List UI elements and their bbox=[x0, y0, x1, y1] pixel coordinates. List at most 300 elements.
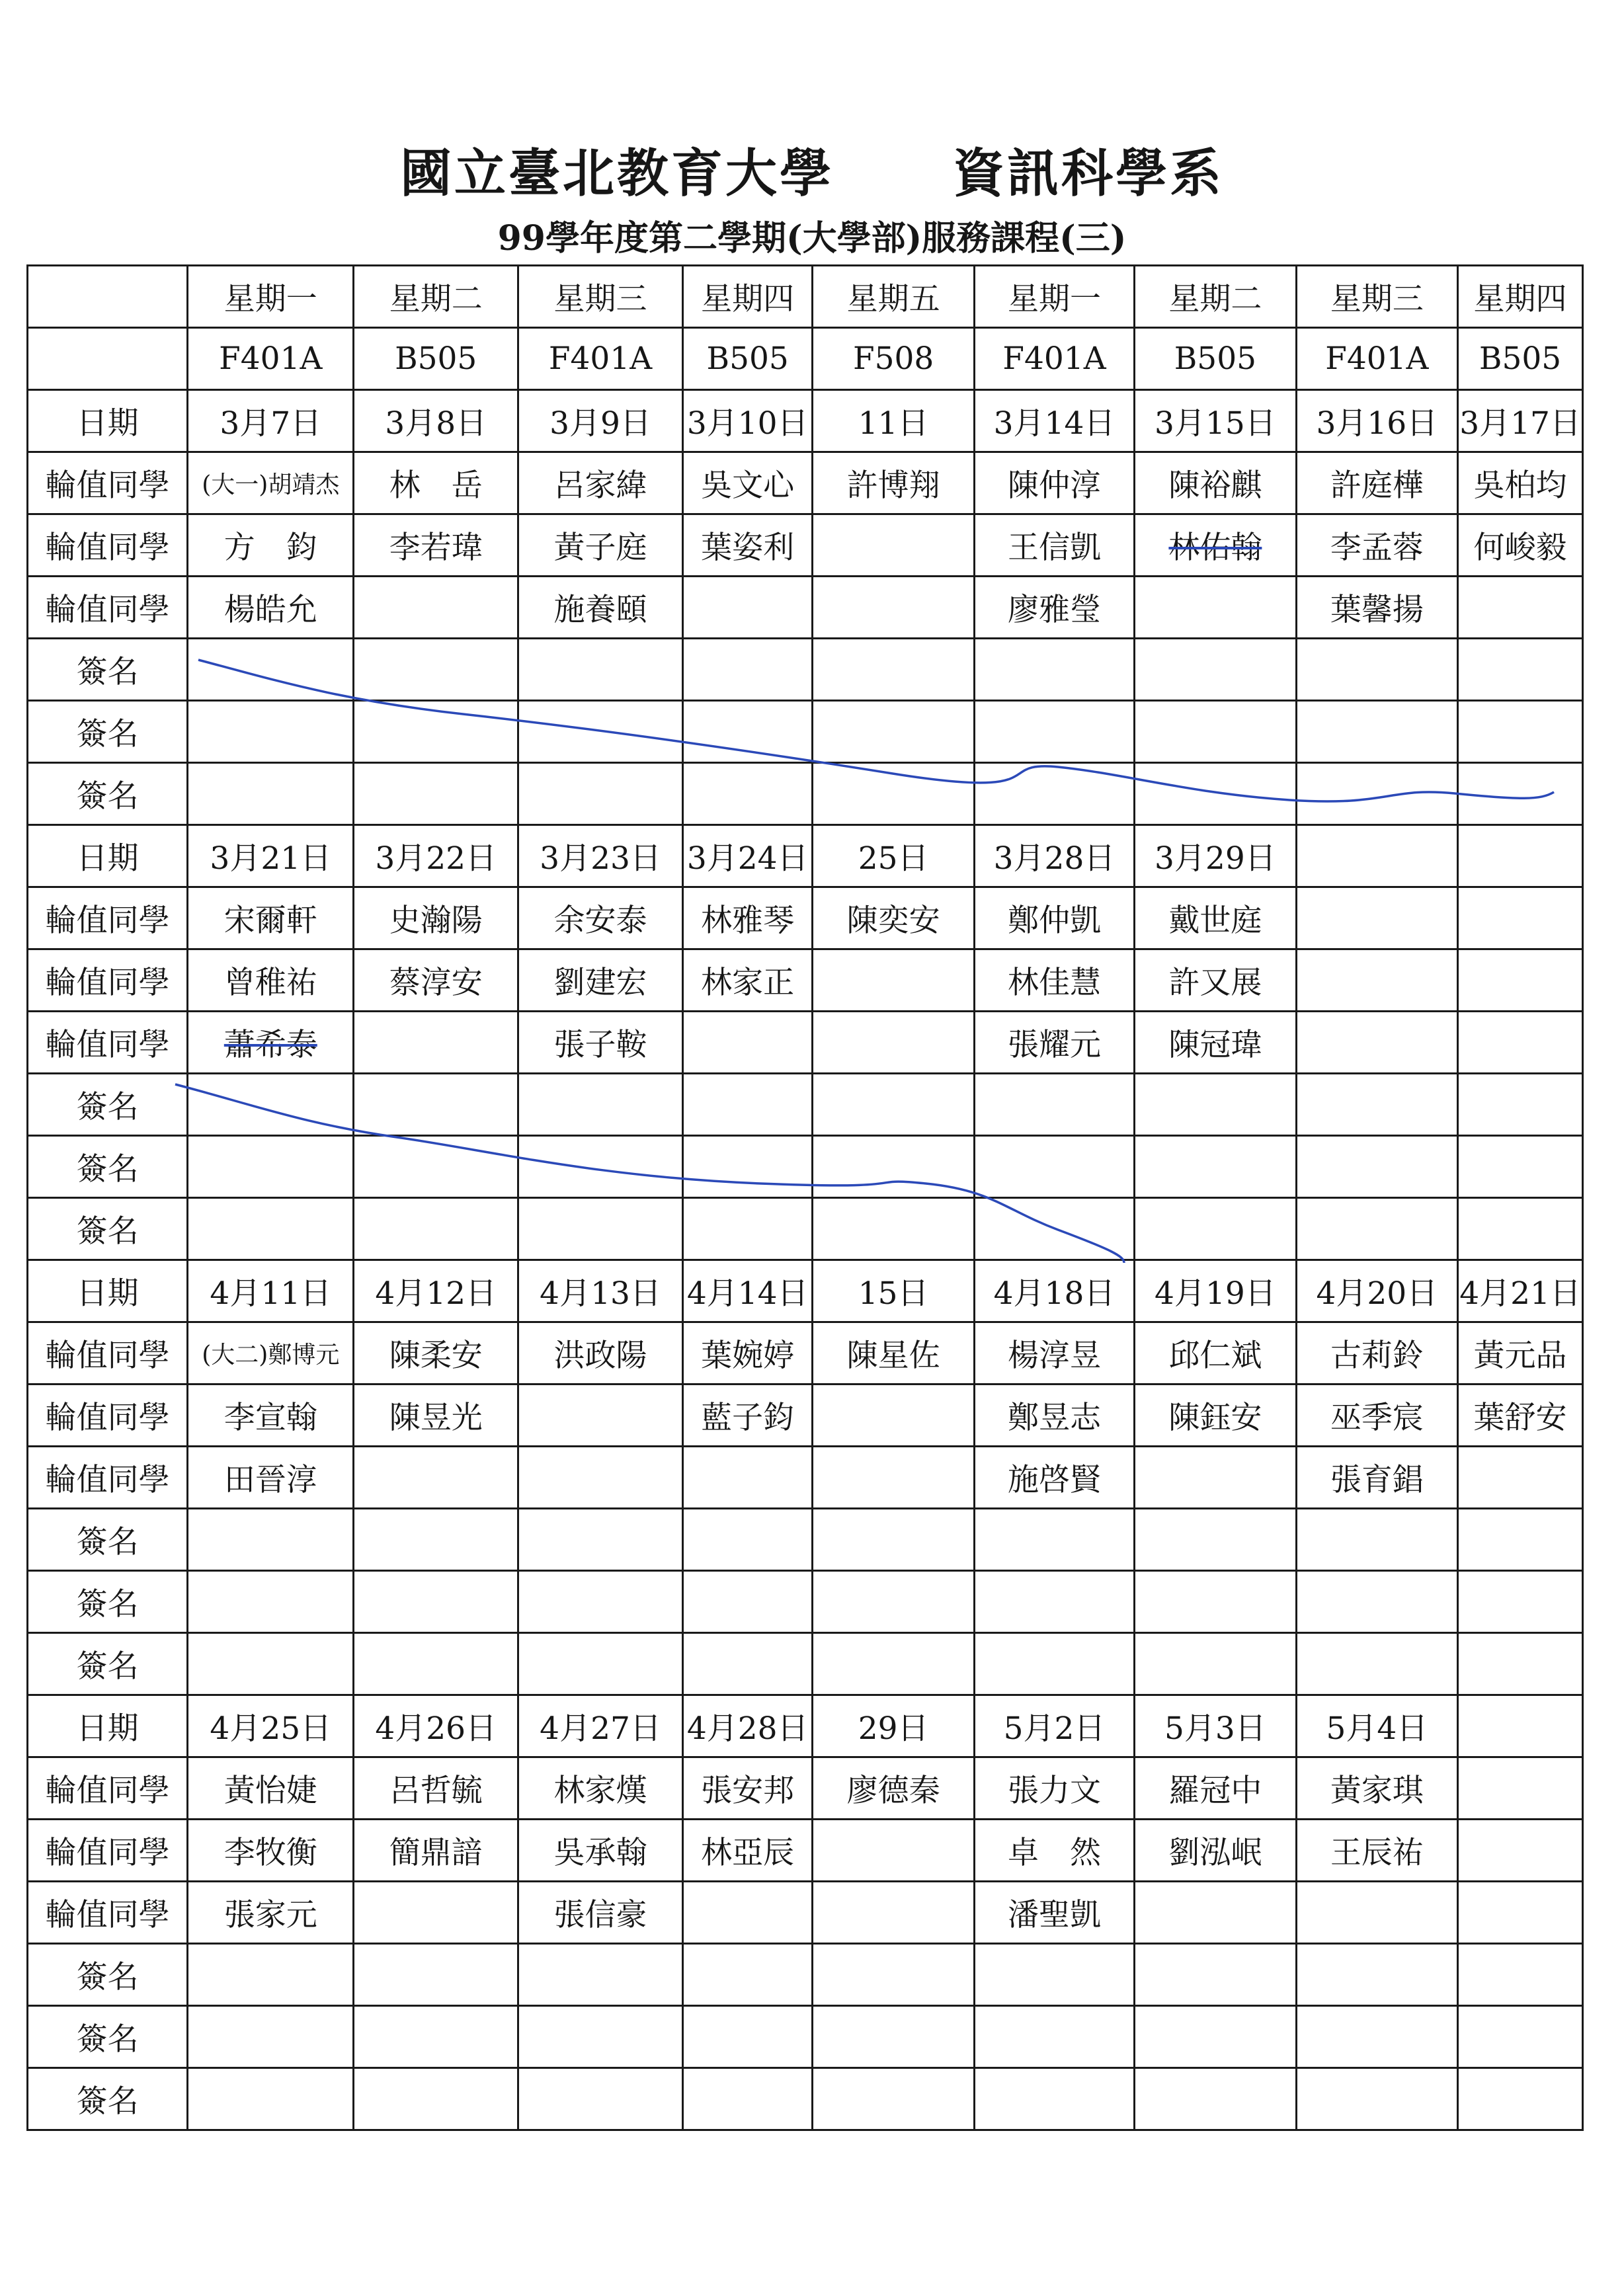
student-name-cell bbox=[1135, 887, 1296, 949]
duty-row bbox=[28, 1882, 1583, 1944]
signature-cell bbox=[188, 1136, 354, 1198]
signature-label bbox=[28, 1944, 188, 2006]
student-name-cell-text: 黃家琪 bbox=[1330, 1773, 1424, 1809]
date-cell-text: 3月28日 bbox=[993, 840, 1116, 877]
duty-row bbox=[28, 1322, 1583, 1384]
signature-label bbox=[28, 1074, 188, 1136]
signature-cell bbox=[1296, 701, 1457, 763]
date-cell bbox=[1135, 1260, 1296, 1322]
student-name-cell-text: 張力文 bbox=[1008, 1773, 1102, 1809]
signature-cell bbox=[813, 1571, 974, 1633]
weekday-cell bbox=[1296, 266, 1457, 328]
date-label bbox=[28, 1260, 188, 1322]
signature-cell bbox=[518, 1509, 683, 1571]
weekday-cell-text: 星期四 bbox=[1473, 281, 1567, 317]
signature-cell bbox=[354, 1074, 518, 1136]
date-cell bbox=[974, 1695, 1134, 1757]
date-cell bbox=[518, 390, 683, 452]
student-name-cell bbox=[1135, 577, 1296, 639]
student-name-cell bbox=[682, 1012, 812, 1074]
student-name-cell-text: 羅冠中 bbox=[1168, 1773, 1262, 1809]
student-name-cell-text: 陳昱光 bbox=[389, 1400, 483, 1436]
signature-row bbox=[28, 763, 1583, 825]
date-cell-text: 4月18日 bbox=[993, 1275, 1116, 1312]
date-cell-text: 4月19日 bbox=[1155, 1275, 1276, 1312]
student-name-cell-text: 李若瑋 bbox=[389, 530, 483, 566]
signature-row bbox=[28, 701, 1583, 763]
date-cell bbox=[813, 390, 974, 452]
student-name-cell bbox=[1458, 1882, 1583, 1944]
date-cell bbox=[1458, 390, 1583, 452]
signature-cell bbox=[518, 1944, 683, 2006]
date-cell bbox=[682, 390, 812, 452]
duty-label bbox=[28, 514, 188, 577]
date-cell bbox=[974, 1260, 1134, 1322]
student-name-cell-text: 林佳慧 bbox=[1008, 965, 1102, 1001]
signature-label-text: 簽名 bbox=[76, 1089, 139, 1125]
duty-row bbox=[28, 949, 1583, 1012]
student-name-cell-text: 田晉淳 bbox=[223, 1462, 317, 1498]
signature-cell bbox=[682, 639, 812, 701]
signature-row bbox=[28, 1633, 1583, 1695]
student-name-cell bbox=[1458, 577, 1583, 639]
duty-row bbox=[28, 887, 1583, 949]
student-name-cell bbox=[974, 1820, 1134, 1882]
student-name-cell-text: 呂家緯 bbox=[553, 467, 647, 504]
weekday-cell-text: 星期一 bbox=[1008, 281, 1102, 317]
signature-label-text: 簽名 bbox=[76, 1648, 139, 1685]
signature-label-text: 簽名 bbox=[76, 654, 139, 690]
student-name-cell bbox=[354, 577, 518, 639]
student-name-cell bbox=[974, 887, 1134, 949]
signature-cell bbox=[1135, 2068, 1296, 2130]
signature-cell bbox=[813, 639, 974, 701]
signature-cell bbox=[518, 1198, 683, 1260]
student-name-cell bbox=[974, 452, 1134, 514]
date-cell bbox=[1135, 1695, 1296, 1757]
signature-label-text: 簽名 bbox=[76, 778, 139, 815]
signature-cell bbox=[1458, 2006, 1583, 2068]
student-name-cell bbox=[354, 1012, 518, 1074]
student-name-cell-text: 陳星佐 bbox=[846, 1338, 940, 1374]
date-cell-text: 4月25日 bbox=[210, 1710, 332, 1747]
date-cell bbox=[354, 1260, 518, 1322]
date-label bbox=[28, 1695, 188, 1757]
student-name-cell bbox=[1135, 1384, 1296, 1447]
signature-row bbox=[28, 1944, 1583, 2006]
signature-label bbox=[28, 1571, 188, 1633]
student-name-cell bbox=[188, 577, 354, 639]
signature-cell bbox=[188, 1944, 354, 2006]
duty-row bbox=[28, 1757, 1583, 1820]
date-cell bbox=[682, 1260, 812, 1322]
student-name-cell-text: 陳冠瑋 bbox=[1168, 1027, 1262, 1063]
date-cell-text: 3月10日 bbox=[686, 405, 809, 442]
date-label-text: 日期 bbox=[76, 1710, 139, 1747]
student-name-cell-text: 王辰祐 bbox=[1330, 1835, 1424, 1871]
student-name-cell-text: 鄭仲凱 bbox=[1008, 903, 1102, 939]
signature-cell bbox=[974, 1944, 1134, 2006]
student-name-cell-text: 陳裕麒 bbox=[1168, 467, 1262, 504]
student-name-cell bbox=[1135, 452, 1296, 514]
room-cell-text: B505 bbox=[706, 341, 789, 377]
signature-cell bbox=[188, 2068, 354, 2130]
student-name-cell bbox=[188, 514, 354, 577]
signature-cell bbox=[1135, 763, 1296, 825]
student-name-cell bbox=[354, 1447, 518, 1509]
date-cell-text: 4月12日 bbox=[375, 1275, 497, 1312]
date-cell bbox=[518, 1695, 683, 1757]
student-name-cell-text: 陳奕安 bbox=[846, 903, 940, 939]
signature-cell bbox=[1458, 1198, 1583, 1260]
student-name-cell-text: 張安邦 bbox=[701, 1773, 795, 1809]
signature-label-text: 簽名 bbox=[76, 2021, 139, 2058]
date-cell bbox=[974, 390, 1134, 452]
date-label bbox=[28, 390, 188, 452]
student-name-cell bbox=[188, 1384, 354, 1447]
signature-cell bbox=[974, 1198, 1134, 1260]
signature-cell bbox=[188, 701, 354, 763]
corner-cell bbox=[28, 266, 188, 328]
student-name-cell bbox=[1458, 949, 1583, 1012]
signature-label bbox=[28, 1136, 188, 1198]
duty-label bbox=[28, 887, 188, 949]
signature-cell bbox=[813, 701, 974, 763]
student-name-cell-text: 林雅琴 bbox=[701, 903, 795, 939]
signature-cell bbox=[813, 2006, 974, 2068]
duty-row bbox=[28, 1447, 1583, 1509]
student-name-cell-text: 楊皓允 bbox=[223, 592, 317, 628]
signature-cell bbox=[682, 701, 812, 763]
signature-cell bbox=[974, 1136, 1134, 1198]
student-name-cell-text: 黃子庭 bbox=[553, 530, 647, 566]
date-cell-text: 25日 bbox=[858, 840, 929, 877]
date-cell-text: 4月13日 bbox=[540, 1275, 661, 1312]
date-label-text: 日期 bbox=[76, 1275, 139, 1312]
signature-cell bbox=[682, 1198, 812, 1260]
signature-cell bbox=[354, 1633, 518, 1695]
student-name-cell bbox=[518, 514, 683, 577]
student-name-cell bbox=[813, 577, 974, 639]
date-cell bbox=[1296, 390, 1457, 452]
duty-label bbox=[28, 577, 188, 639]
date-cell-text: 29日 bbox=[858, 1710, 929, 1747]
signature-cell bbox=[974, 639, 1134, 701]
student-name-cell bbox=[1296, 887, 1457, 949]
student-name-cell bbox=[1458, 1012, 1583, 1074]
duty-label bbox=[28, 1820, 188, 1882]
signature-cell bbox=[1135, 1074, 1296, 1136]
signature-cell bbox=[1296, 1136, 1457, 1198]
signature-label bbox=[28, 639, 188, 701]
signature-label bbox=[28, 763, 188, 825]
student-name-cell-text: 劉建宏 bbox=[553, 965, 647, 1001]
student-name-cell-text: 楊淳昱 bbox=[1008, 1338, 1102, 1374]
signature-cell bbox=[518, 1074, 683, 1136]
duty-label bbox=[28, 1322, 188, 1384]
signature-cell bbox=[1296, 1198, 1457, 1260]
signature-cell bbox=[1135, 1198, 1296, 1260]
date-cell bbox=[188, 825, 354, 887]
student-name-cell bbox=[813, 1384, 974, 1447]
duty-label-text: 輪值同學 bbox=[45, 965, 170, 1001]
student-name-cell bbox=[813, 949, 974, 1012]
date-cell bbox=[813, 825, 974, 887]
student-name-cell bbox=[682, 1384, 812, 1447]
room-cell-text: B505 bbox=[1479, 341, 1562, 377]
duty-label-text: 輪值同學 bbox=[45, 1462, 170, 1498]
student-name-cell bbox=[188, 452, 354, 514]
student-name-cell-text: 簡鼎諳 bbox=[389, 1835, 483, 1871]
signature-label bbox=[28, 1198, 188, 1260]
signature-cell bbox=[813, 2068, 974, 2130]
student-name-cell bbox=[974, 949, 1134, 1012]
student-name-cell bbox=[1458, 1322, 1583, 1384]
student-name-cell-text: 施啓賢 bbox=[1008, 1462, 1102, 1498]
signature-cell bbox=[1135, 2006, 1296, 2068]
signature-cell bbox=[1458, 701, 1583, 763]
duty-label bbox=[28, 452, 188, 514]
duty-label-text: 輪值同學 bbox=[45, 1773, 170, 1809]
student-name-cell-text: 林家熯 bbox=[553, 1773, 647, 1809]
student-name-cell bbox=[1296, 514, 1457, 577]
signature-cell bbox=[1458, 639, 1583, 701]
corner-cell bbox=[28, 328, 188, 390]
date-cell bbox=[354, 390, 518, 452]
student-name-cell-text: 王信凱 bbox=[1008, 530, 1102, 566]
page-title bbox=[0, 132, 1624, 206]
signature-label-text: 簽名 bbox=[76, 2083, 139, 2120]
student-name-cell bbox=[1135, 1882, 1296, 1944]
signature-cell bbox=[682, 1509, 812, 1571]
date-cell bbox=[354, 825, 518, 887]
room-cell-text: F401A bbox=[548, 341, 653, 377]
student-name-cell-text: 廖德秦 bbox=[846, 1773, 940, 1809]
student-name-cell-text: 李宣翰 bbox=[223, 1400, 317, 1436]
date-cell-text: 3月23日 bbox=[540, 840, 661, 877]
duty-schedule-table bbox=[26, 264, 1584, 2131]
signature-cell bbox=[354, 1198, 518, 1260]
student-name-cell bbox=[813, 452, 974, 514]
date-cell bbox=[1296, 1695, 1457, 1757]
signature-label-text: 簽名 bbox=[76, 1959, 139, 1995]
student-name-cell-text: 吳承翰 bbox=[553, 1835, 647, 1871]
date-cell-text: 15日 bbox=[858, 1275, 929, 1312]
signature-cell bbox=[682, 1571, 812, 1633]
signature-cell bbox=[1296, 1633, 1457, 1695]
student-name-cell-text: 陳仲淳 bbox=[1008, 467, 1102, 504]
date-cell-text: 3月16日 bbox=[1316, 405, 1438, 442]
date-cell bbox=[1296, 825, 1457, 887]
student-name-cell bbox=[354, 1757, 518, 1820]
signature-cell bbox=[188, 1198, 354, 1260]
signature-cell bbox=[682, 1633, 812, 1695]
signature-cell bbox=[1135, 1944, 1296, 2006]
student-name-cell bbox=[1135, 1012, 1296, 1074]
signature-cell bbox=[682, 1074, 812, 1136]
student-name-cell bbox=[813, 1757, 974, 1820]
student-name-cell-text: 宋爾軒 bbox=[223, 903, 317, 939]
date-cell-text: 4月27日 bbox=[540, 1710, 661, 1747]
signature-cell bbox=[813, 1633, 974, 1695]
student-name-cell bbox=[1135, 1820, 1296, 1882]
student-name-cell bbox=[518, 1012, 683, 1074]
student-name-cell-text: 林亞辰 bbox=[701, 1835, 795, 1871]
signature-cell bbox=[974, 1633, 1134, 1695]
student-name-cell-text: 黃怡婕 bbox=[223, 1773, 317, 1809]
student-name-cell bbox=[1458, 1820, 1583, 1882]
room-cell bbox=[1458, 328, 1583, 390]
student-name-cell bbox=[813, 1322, 974, 1384]
student-name-cell bbox=[682, 949, 812, 1012]
student-name-cell bbox=[1296, 577, 1457, 639]
student-name-cell bbox=[974, 1757, 1134, 1820]
student-name-cell bbox=[518, 887, 683, 949]
room-cell-text: B505 bbox=[1174, 341, 1257, 377]
student-name-cell-text: 余安泰 bbox=[553, 903, 647, 939]
duty-label bbox=[28, 1447, 188, 1509]
signature-cell bbox=[1458, 1136, 1583, 1198]
student-name-cell-text: 林家正 bbox=[701, 965, 795, 1001]
date-cell bbox=[1458, 1695, 1583, 1757]
room-cell bbox=[974, 328, 1134, 390]
signature-row bbox=[28, 1136, 1583, 1198]
student-name-cell bbox=[518, 1882, 683, 1944]
signature-cell bbox=[1296, 1509, 1457, 1571]
signature-cell bbox=[188, 2006, 354, 2068]
signature-cell bbox=[813, 1944, 974, 2006]
student-name-cell-text: (大二)鄭博元 bbox=[202, 1342, 340, 1369]
date-cell-text: 11日 bbox=[858, 405, 929, 442]
student-name-cell-text: 張子鞍 bbox=[553, 1027, 647, 1063]
student-name-cell bbox=[682, 887, 812, 949]
signature-cell bbox=[354, 1571, 518, 1633]
student-name-cell bbox=[1458, 1447, 1583, 1509]
room-cell bbox=[813, 328, 974, 390]
student-name-cell-text: 張耀元 bbox=[1008, 1027, 1102, 1063]
student-name-cell bbox=[188, 1820, 354, 1882]
signature-row bbox=[28, 1074, 1583, 1136]
date-row bbox=[28, 390, 1583, 452]
university-name: 國立臺北教育大學 bbox=[399, 143, 834, 204]
student-name-cell bbox=[813, 1012, 974, 1074]
student-name-cell bbox=[354, 1882, 518, 1944]
signature-label bbox=[28, 2068, 188, 2130]
signature-cell bbox=[1458, 1074, 1583, 1136]
student-name-cell bbox=[682, 1820, 812, 1882]
student-name-cell bbox=[354, 1384, 518, 1447]
signature-cell bbox=[974, 1509, 1134, 1571]
date-cell-text: 3月21日 bbox=[210, 840, 332, 877]
student-name-cell-text: 林 岳 bbox=[389, 467, 483, 504]
weekday-cell bbox=[974, 266, 1134, 328]
date-cell-text: 4月20日 bbox=[1316, 1275, 1438, 1312]
signature-label-text: 簽名 bbox=[76, 716, 139, 752]
duty-label-text: 輪值同學 bbox=[45, 903, 170, 939]
student-name-cell bbox=[974, 1447, 1134, 1509]
date-cell-text: 3月7日 bbox=[220, 405, 322, 442]
student-name-cell bbox=[188, 949, 354, 1012]
student-name-cell-text: 邱仁斌 bbox=[1168, 1338, 1262, 1374]
signature-row bbox=[28, 1571, 1583, 1633]
student-name-cell-text: (大一)胡靖杰 bbox=[202, 471, 340, 499]
student-name-cell bbox=[682, 452, 812, 514]
student-name-cell bbox=[188, 887, 354, 949]
date-cell-text: 4月14日 bbox=[686, 1275, 809, 1312]
signature-cell bbox=[188, 1074, 354, 1136]
student-name-cell-text: 張家元 bbox=[223, 1897, 317, 1933]
signature-cell bbox=[813, 1074, 974, 1136]
student-name-cell bbox=[188, 1757, 354, 1820]
date-row bbox=[28, 825, 1583, 887]
room-row bbox=[28, 328, 1583, 390]
date-cell-text: 5月4日 bbox=[1326, 1710, 1428, 1747]
room-cell-text: F401A bbox=[1325, 341, 1429, 377]
duty-label-text: 輪值同學 bbox=[45, 530, 170, 566]
student-name-cell-text: 方 鈞 bbox=[223, 530, 317, 566]
date-cell-text: 4月21日 bbox=[1459, 1275, 1581, 1312]
student-name-cell bbox=[974, 577, 1134, 639]
student-name-cell bbox=[188, 1322, 354, 1384]
weekday-cell bbox=[813, 266, 974, 328]
student-name-cell bbox=[813, 514, 974, 577]
signature-cell bbox=[1296, 2006, 1457, 2068]
student-name-cell-text: 黃元品 bbox=[1473, 1338, 1567, 1374]
student-name-cell-text: 洪政陽 bbox=[553, 1338, 647, 1374]
signature-cell bbox=[518, 1136, 683, 1198]
student-name-cell-text: 史瀚陽 bbox=[389, 903, 483, 939]
student-name-cell-text: 曾稚祐 bbox=[223, 965, 317, 1001]
duty-label-text: 輪值同學 bbox=[45, 1338, 170, 1374]
student-name-cell bbox=[1135, 1447, 1296, 1509]
student-name-cell bbox=[813, 1447, 974, 1509]
date-row bbox=[28, 1260, 1583, 1322]
room-cell bbox=[354, 328, 518, 390]
date-cell-text: 4月26日 bbox=[375, 1710, 497, 1747]
date-cell-text: 5月3日 bbox=[1164, 1710, 1266, 1747]
signature-row bbox=[28, 2006, 1583, 2068]
student-name-cell bbox=[1296, 1012, 1457, 1074]
student-name-cell bbox=[518, 1757, 683, 1820]
date-cell-text: 3月8日 bbox=[385, 405, 487, 442]
weekday-cell bbox=[682, 266, 812, 328]
student-name-cell-text: 蔡淳安 bbox=[389, 965, 483, 1001]
signature-cell bbox=[813, 763, 974, 825]
student-name-cell bbox=[813, 1882, 974, 1944]
student-name-cell bbox=[354, 452, 518, 514]
signature-cell bbox=[188, 1633, 354, 1695]
duty-label bbox=[28, 1882, 188, 1944]
student-name-cell-text: 劉泓岷 bbox=[1168, 1835, 1262, 1871]
signature-label bbox=[28, 701, 188, 763]
weekday-cell-text: 星期四 bbox=[701, 281, 795, 317]
signature-cell bbox=[813, 1509, 974, 1571]
date-cell bbox=[1458, 825, 1583, 887]
weekday-row bbox=[28, 266, 1583, 328]
student-name-cell-text: 廖雅瑩 bbox=[1008, 592, 1102, 628]
student-name-cell-text: 張育錩 bbox=[1330, 1462, 1424, 1498]
student-name-cell-text: 古莉鈴 bbox=[1330, 1338, 1424, 1374]
signature-cell bbox=[1458, 1944, 1583, 2006]
student-name-cell bbox=[682, 577, 812, 639]
student-name-cell bbox=[518, 1447, 683, 1509]
date-cell bbox=[974, 825, 1134, 887]
student-name-cell bbox=[682, 1447, 812, 1509]
student-name-cell bbox=[518, 949, 683, 1012]
signature-cell bbox=[188, 1571, 354, 1633]
signature-cell bbox=[1135, 1633, 1296, 1695]
weekday-cell bbox=[518, 266, 683, 328]
